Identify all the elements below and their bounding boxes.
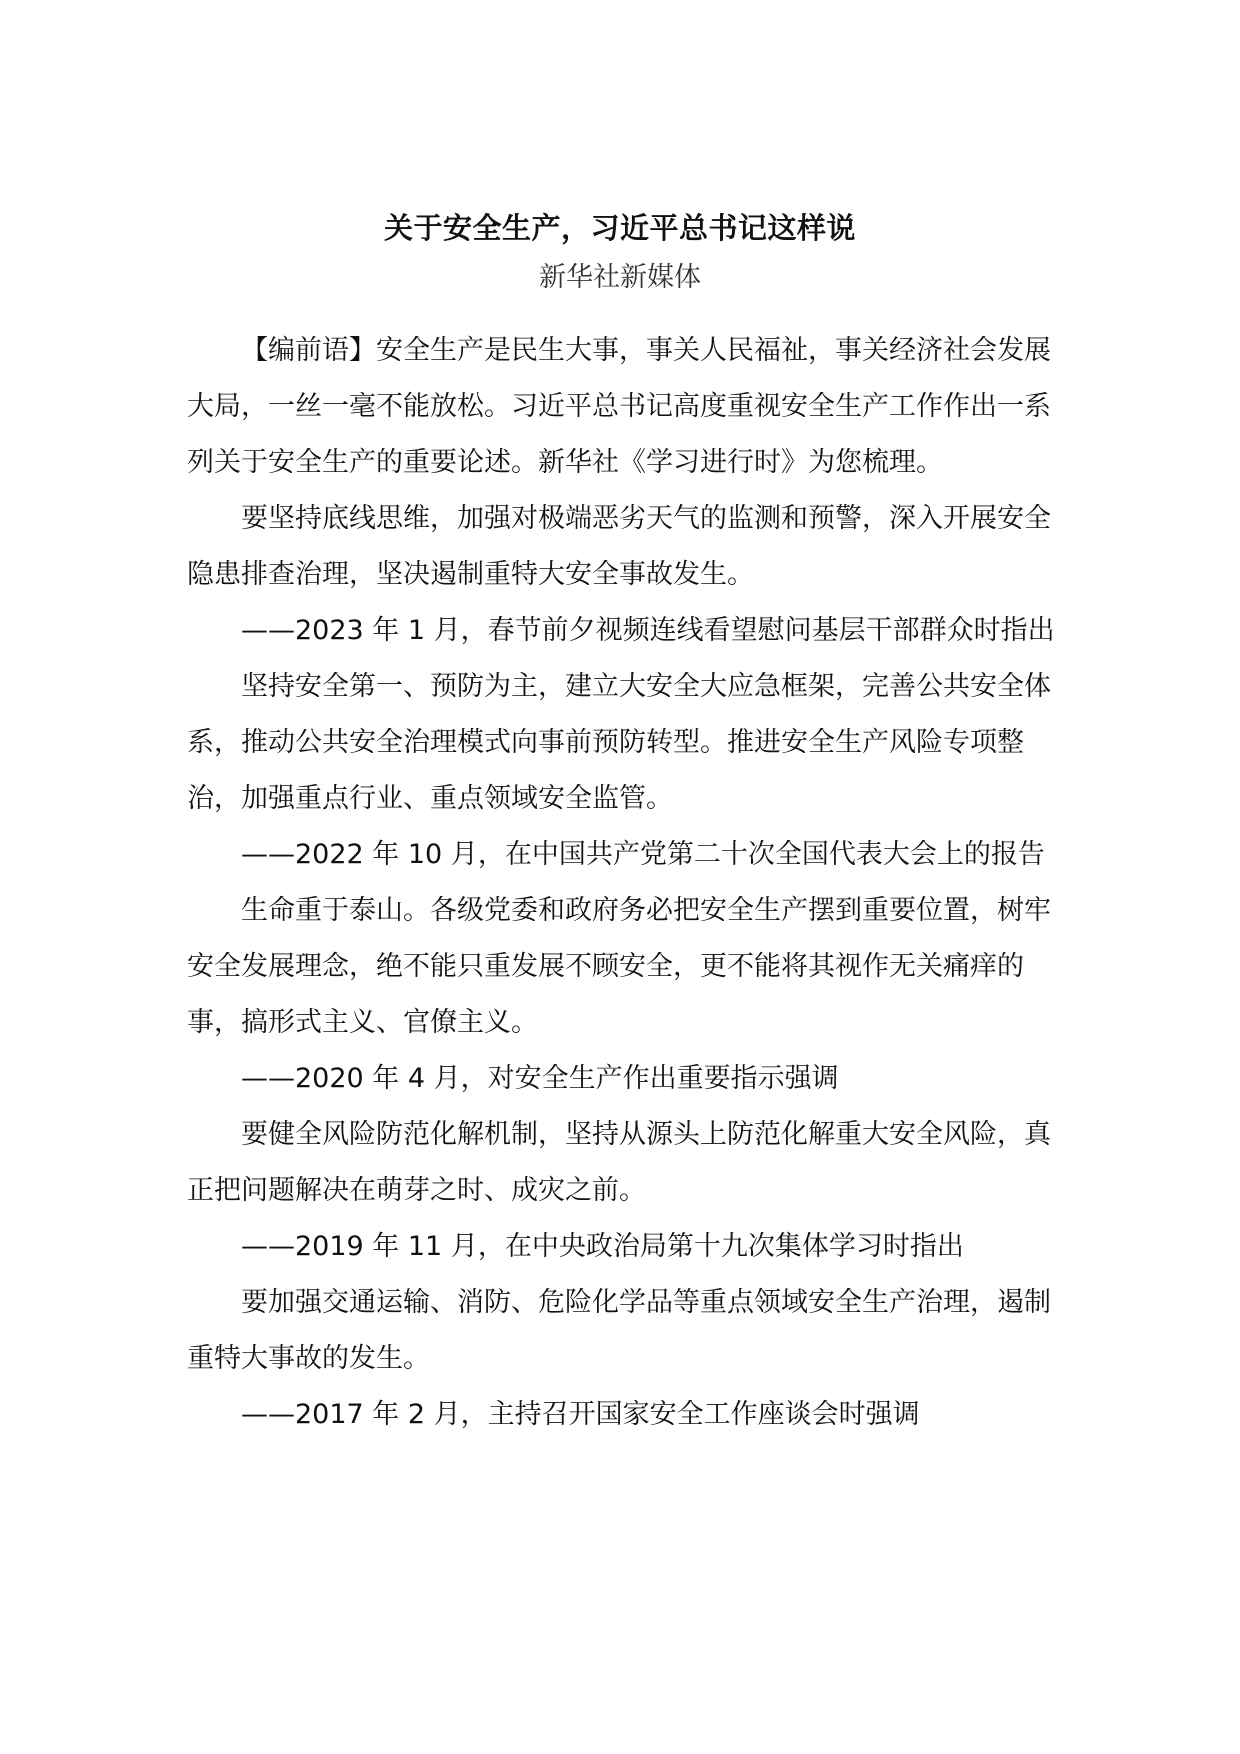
paragraph-attribution: ——2020 年 4 月，对安全生产作出重要指示强调	[241, 1063, 839, 1094]
paragraph-attribution: ——2019 年 11 月，在中央政治局第十九次集体学习时指出	[241, 1231, 964, 1262]
paragraph-attribution: ——2022 年 10 月，在中国共产党第二十次全国代表大会上的报告	[241, 839, 1045, 870]
document-byline: 新华社新媒体	[539, 262, 701, 293]
paragraph-quote: 生命重于泰山。各级党委和政府务必把安全生产摆到重要位置，树牢安全发展理念，绝不能只重发展不顾安全，更不能将其视作无关痛痒的事，搞形式主义、官僚主义。	[187, 895, 1051, 1038]
document-title: 关于安全生产，习近平总书记这样说	[383, 211, 856, 245]
paragraph-attribution: ——2017 年 2 月，主持召开国家安全工作座谈会时强调	[241, 1399, 920, 1430]
paragraph-editors-note: 【编前语】安全生产是民生大事，事关人民福祉，事关经济社会发展大局，一丝一毫不能放松。习近平总书记高度重视安全生产工作作出一系列关于安全生产的重要论述。新华社《学习进行时》为您梳理。	[187, 335, 1051, 478]
paragraph-quote: 要健全风险防范化解机制，坚持从源头上防范化解重大安全风险，真正把问题解决在萌芽之时、成灾之前。	[187, 1119, 1051, 1206]
paragraph-quote: 要加强交通运输、消防、危险化学品等重点领域安全生产治理，遏制重特大事故的发生。	[187, 1287, 1051, 1374]
document-body	[187, 323, 1067, 1443]
paragraph-attribution: ——2023 年 1 月，春节前夕视频连线看望慰问基层干部群众时指出	[241, 615, 1055, 646]
paragraph-quote: 要坚持底线思维，加强对极端恶劣天气的监测和预警，深入开展安全隐患排查治理，坚决遏制重特大安全事故发生。	[187, 503, 1051, 590]
paragraph-quote: 坚持安全第一、预防为主，建立大安全大应急框架，完善公共安全体系，推动公共安全治理模式向事前预防转型。推进安全生产风险专项整治，加强重点行业、重点领域安全监管。	[187, 671, 1051, 814]
